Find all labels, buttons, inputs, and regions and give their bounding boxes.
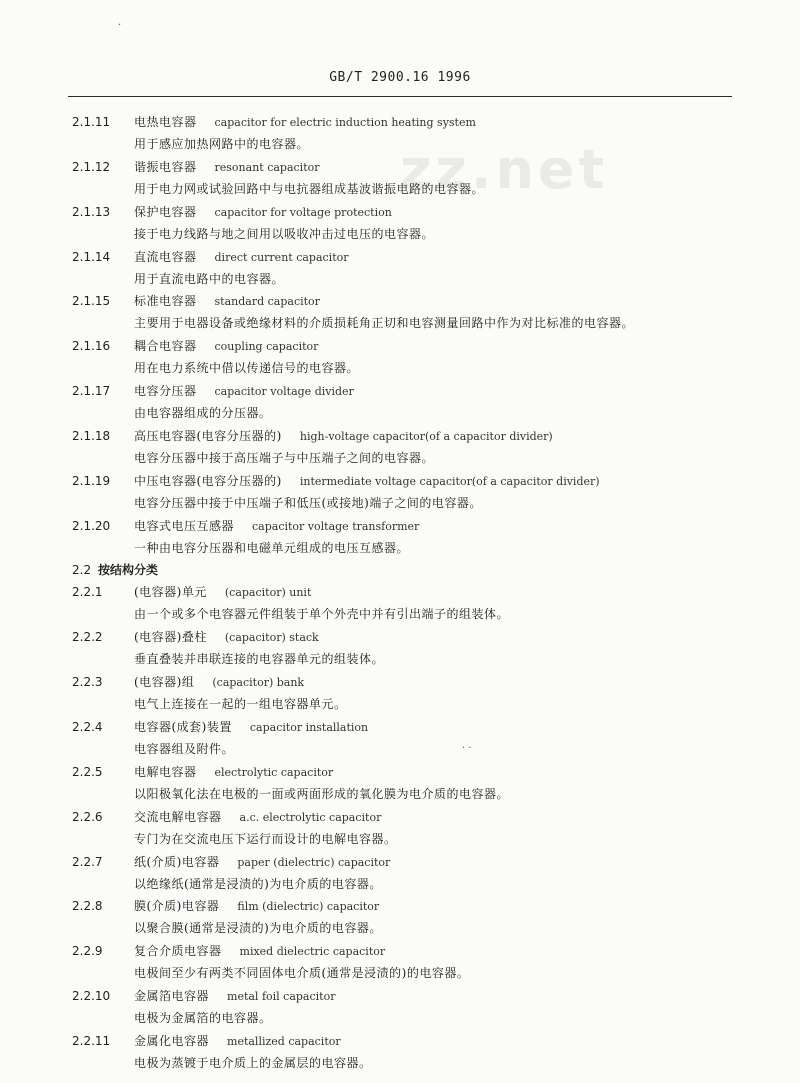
term-chinese: (电容器)组 [134,675,195,690]
term-english: mixed dielectric capacitor [239,945,386,959]
term-definition: 电容分压器中接于中压端子和低压(或接地)端子之间的电容器。 [134,495,482,510]
scan-speck: · · [462,743,472,754]
scan-speck: · [118,20,122,31]
term-heading-line [72,201,752,223]
section-heading [72,559,752,581]
term-entry [72,851,752,896]
term-entry [72,985,752,1030]
term-heading-line [72,111,752,133]
term-chinese: 保护电容器 [134,204,197,219]
term-definition: 接于电力线路与地之间用以吸收冲击过电压的电容器。 [134,226,435,241]
term-number: 2.1.20 [72,518,111,533]
term-chinese: (电容器)单元 [134,585,207,600]
term-number: 2.2.4 [72,719,103,734]
term-entry [72,470,752,515]
term-number: 2.1.17 [72,384,111,399]
term-entry [72,515,752,560]
term-chinese: 复合介质电容器 [134,944,222,959]
term-number: 2.1.18 [72,428,111,443]
term-english: (capacitor) unit [224,586,312,600]
term-heading-line [72,425,752,447]
term-heading-line [72,626,752,648]
term-definition: 主要用于电器设备或绝缘材料的介质损耗角正切和电容测量回路中作为对比标准的电容器。 [134,316,635,331]
term-chinese: 膜(介质)电容器 [134,899,220,914]
term-heading-line [72,156,752,178]
term-entry [72,111,752,156]
term-english: resonant capacitor [214,160,320,174]
term-heading-line [72,515,752,537]
term-number: 2.1.11 [72,115,111,129]
term-definition: 以阳极氧化法在电极的一面或两面形成的氧化膜为电介质的电容器。 [134,786,510,801]
term-entry [72,335,752,380]
term-definition: 电气上连接在一起的一组电容器单元。 [134,697,347,712]
term-definition: 用于直流电路中的电容器。 [134,271,285,286]
term-number: 2.1.19 [72,473,111,488]
term-definition: 专门为在交流电压下运行而设计的电解电容器。 [134,831,397,846]
term-entry [72,201,752,246]
term-number: 2.2.10 [72,989,111,1004]
term-entry [72,671,752,716]
term-heading-line [72,1030,752,1052]
term-english: capacitor for voltage protection [214,205,392,219]
term-definition: 用于电力网或试验回路中与电抗器组成基波谐振电路的电容器。 [134,181,485,196]
term-definition: 电容分压器中接于高压端子与中压端子之间的电容器。 [134,450,435,465]
section-title: 按结构分类 [98,563,159,578]
term-english: direct current capacitor [214,250,349,264]
term-number: 2.2.2 [72,630,103,645]
term-english: electrolytic capacitor [214,765,334,779]
term-heading-line [72,761,752,783]
term-english: a.c. electrolytic capacitor [239,810,382,824]
section-2-1-list [72,111,752,559]
term-chinese: (电容器)叠柱 [134,630,207,645]
term-heading-line [72,806,752,828]
term-entry [72,380,752,425]
term-chinese: 纸(介质)电容器 [134,854,220,869]
term-heading-line [72,985,752,1007]
term-number: 2.1.15 [72,294,111,309]
term-entry [72,246,752,291]
term-chinese: 电容分压器 [134,384,197,399]
term-definition: 用在电力系统中借以传递信号的电容器。 [134,361,360,376]
term-number: 2.2.8 [72,899,103,914]
page-header: GB/T 2900.16 1996 [329,70,471,85]
term-number: 2.1.12 [72,159,111,174]
term-heading-line [72,470,752,492]
term-heading-line [72,851,752,873]
term-english: film (dielectric) capacitor [237,900,380,914]
term-number: 2.2.9 [72,944,103,959]
term-chinese: 交流电解电容器 [134,809,222,824]
term-number: 2.2.3 [72,675,103,690]
term-entry [72,156,752,201]
term-list [72,111,752,1075]
term-english: coupling capacitor [214,340,319,354]
term-number: 2.2.7 [72,854,103,869]
term-entry [72,425,752,470]
term-entry [72,1030,752,1075]
term-number: 2.1.13 [72,204,111,219]
term-number: 2.2.6 [72,809,103,824]
term-heading-line [72,895,752,917]
term-number: 2.2.11 [72,1033,111,1048]
watermark: zz.net [400,138,609,201]
term-chinese: 谐振电容器 [134,159,197,174]
term-english: (capacitor) stack [224,631,319,645]
term-english: paper (dielectric) capacitor [237,855,391,869]
term-entry [72,940,752,985]
term-english: capacitor voltage divider [214,385,354,399]
term-definition: 电容器组及附件。 [134,741,235,756]
term-chinese: 电解电容器 [134,764,197,779]
term-english: (capacitor) bank [212,676,305,690]
term-chinese: 金属化电容器 [134,1033,210,1048]
term-english: high-voltage capacitor(of a capacitor divider) [299,429,553,443]
term-chinese: 电热电容器 [134,115,197,129]
term-chinese: 金属箔电容器 [134,989,210,1004]
term-entry [72,761,752,806]
term-chinese: 直流电容器 [134,249,197,264]
term-chinese: 电容器(成套)装置 [134,719,232,734]
term-definition: 由电容器组成的分压器。 [134,406,272,421]
term-entry [72,626,752,671]
term-english: intermediate voltage capacitor(of a capacitor divider) [299,474,600,488]
term-heading-line [72,380,752,402]
term-definition: 由一个或多个电容器元件组装于单个外壳中并有引出端子的组装体。 [134,607,510,622]
term-english: capacitor installation [249,720,369,734]
term-number: 2.1.16 [72,339,111,354]
term-entry [72,806,752,851]
term-chinese: 电容式电压互感器 [134,518,235,533]
term-heading-line [72,671,752,693]
term-definition: 垂直叠装并串联连接的电容器单元的组装体。 [134,652,385,667]
term-definition: 电极为金属箔的电容器。 [134,1011,272,1026]
term-entry [72,895,752,940]
section-2-2-list [72,581,752,1074]
term-definition: 一种由电容分压器和电磁单元组成的电压互感器。 [134,540,410,555]
term-chinese: 高压电容器(电容分压器的) [134,428,282,443]
section-number: 2.2 [72,563,92,578]
term-english: capacitor for electric induction heating system [214,116,476,129]
term-english: metallized capacitor [227,1034,341,1048]
term-entry [72,716,752,761]
term-definition: 以绝缘纸(通常是浸渍的)为电介质的电容器。 [134,876,382,891]
term-english: metal foil capacitor [227,990,336,1004]
term-entry [72,581,752,626]
term-definition: 电极为蒸镀于电介质上的金属层的电容器。 [134,1055,372,1070]
term-definition: 以聚合膜(通常是浸渍的)为电介质的电容器。 [134,921,382,936]
term-chinese: 标准电容器 [134,294,197,309]
term-entry [72,290,752,335]
term-number: 2.1.14 [72,249,111,264]
term-heading-line [72,716,752,738]
term-heading-line [72,581,752,603]
term-english: standard capacitor [214,295,320,309]
term-chinese: 耦合电容器 [134,339,197,354]
term-number: 2.2.5 [72,764,103,779]
term-number: 2.2.1 [72,585,103,600]
term-heading-line [72,246,752,268]
term-heading-line [72,335,752,357]
term-definition: 电极间至少有两类不同固体电介质(通常是浸渍的)的电容器。 [134,966,470,981]
term-chinese: 中压电容器(电容分压器的) [134,473,282,488]
term-heading-line [72,940,752,962]
header-rule [68,96,732,97]
term-english: capacitor voltage transformer [252,519,420,533]
term-definition: 用于感应加热网路中的电容器。 [134,137,310,151]
term-heading-line [72,290,752,312]
